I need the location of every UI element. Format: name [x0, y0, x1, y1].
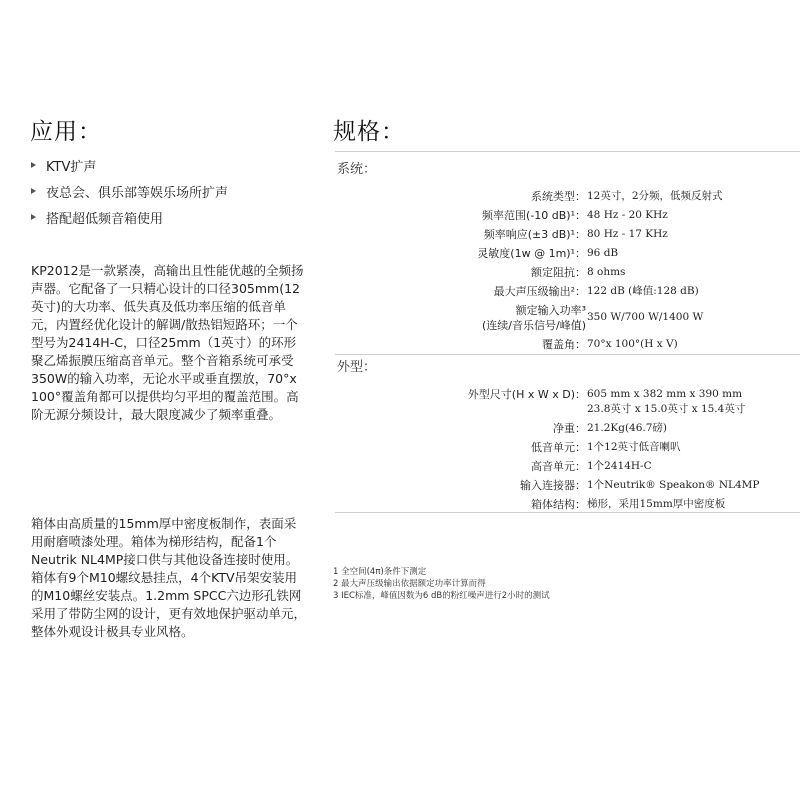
spec-value: 梯形，采用15mm厚中密度板 [587, 498, 726, 510]
application-list [31, 152, 228, 230]
spec-label: 低音单元： [531, 441, 586, 454]
spec-row [335, 419, 800, 438]
divider [335, 151, 800, 152]
spec-label: 灵敏度(1w @ 1m)¹： [477, 247, 586, 260]
spec-label: 净重： [553, 422, 586, 435]
spec-row [335, 385, 800, 419]
footnote: 2 最大声压级输出依据额定功率计算而得 [333, 579, 486, 589]
list-item [31, 152, 228, 178]
spec-value: 1个12英寸低音喇叭 [587, 441, 681, 453]
spec-value: 70°x 100°(H x V) [587, 338, 678, 350]
spec-value: 8 ohms [587, 266, 626, 278]
list-item-text: 搭配超低频音箱使用 [46, 211, 164, 227]
spec-value: 350 W/700 W/1400 W [587, 311, 704, 323]
spec-value: 48 Hz - 20 KHz [587, 209, 668, 221]
spec-label: 箱体结构： [531, 498, 586, 511]
footnotes [333, 566, 550, 602]
spec-label: 外型尺寸(H x W x D)： [467, 388, 586, 401]
product-description: KP2012是一款紧凑，高输出且性能优越的全频扬声器。它配备了一只精心设计的口径305mm(12英寸)的大功率、低失真及低功率压缩的低音单元，内置经优化设计的解调/散热铝短路环；一个型号为2414H-C，口径25mm（1英寸）的环形聚乙烯振膜压缩高音单元。整个音箱系统可承受350W的输入功率，无论水平或垂直摆放，70°x 100°覆盖角都可以提供均匀平坦的覆盖范围。高阶无源分频设计，最大限度减少了频率重叠。 [31, 263, 304, 422]
spec-label: 高音单元： [531, 460, 586, 473]
spec-value: 1个2414H-C [587, 460, 652, 472]
cabinet-description: 箱体由高质量的15mm厚中密度板制作，表面采用耐磨喷漆处理。箱体为梯形结构，配备1个Neutrik NL4MP接口供与其他设备连接时使用。箱体有9个M10螺纹悬挂点，4个KTV吊架安装用的M10螺丝安装点。1.2mm SPCC六边形孔铁网采用了带防尘网的设计，更有效地保护驱动单元，整体外观设计极具专业风格。 [31, 516, 307, 639]
spec-label: 额定输入功率³ (连续/音乐信号/峰值) [482, 304, 586, 332]
triangle-bullet-icon [31, 162, 36, 168]
system-section-title: 系统： [337, 162, 377, 177]
spec-value: 1个Neutrik® Speakon® NL4MP [587, 479, 760, 491]
spec-label: 覆盖角： [542, 338, 586, 351]
appearance-spec-table [335, 385, 800, 514]
list-item-text: KTV扩声 [46, 159, 97, 175]
list-item-text: 夜总会、俱乐部等娱乐场所扩声 [46, 185, 229, 201]
application-heading: 应用： [30, 119, 102, 145]
list-item [31, 204, 228, 230]
spec-row [335, 457, 800, 476]
footnote: 1 全空间(4π)条件下测定 [333, 567, 427, 577]
appearance-section-title: 外型： [337, 360, 377, 375]
spec-label: 最大声压级输出²： [493, 285, 586, 298]
spec-value: 122 dB (峰值:128 dB) [587, 285, 699, 297]
system-spec-table [335, 187, 800, 354]
footnote: 3 IEC标准，峰值因数为6 dB的粉红噪声进行2小时的测试 [333, 591, 550, 601]
spec-row [335, 187, 800, 206]
triangle-bullet-icon [31, 214, 36, 220]
spec-label: 频率范围(-10 dB)¹： [482, 209, 586, 222]
spec-label: 频率响应(±3 dB)¹： [483, 228, 586, 241]
spec-value: 21.2Kg(46.7磅) [587, 422, 668, 434]
spec-row [335, 301, 800, 335]
spec-row [335, 438, 800, 457]
spec-value: 12英寸，2分频，低频反射式 [587, 190, 723, 202]
spec-row [335, 476, 800, 495]
spec-label: 系统类型： [531, 190, 586, 203]
list-item [31, 178, 228, 204]
divider [335, 354, 800, 355]
spec-row [335, 206, 800, 225]
spec-value: 80 Hz - 17 KHz [587, 228, 668, 240]
spec-value: 605 mm x 382 mm x 390 mm 23.8英寸 x 15.0英寸 x 15.4英寸 [587, 388, 746, 415]
spec-label: 输入连接器： [520, 479, 586, 492]
spec-label: 额定阻抗： [531, 266, 586, 279]
spec-value: 96 dB [587, 247, 619, 259]
spec-row [335, 244, 800, 263]
triangle-bullet-icon [31, 188, 36, 194]
specs-heading: 规格： [333, 119, 405, 145]
spec-row [335, 263, 800, 282]
spec-row [335, 225, 800, 244]
spec-row [335, 282, 800, 301]
divider [335, 512, 800, 513]
spec-row [335, 335, 800, 354]
